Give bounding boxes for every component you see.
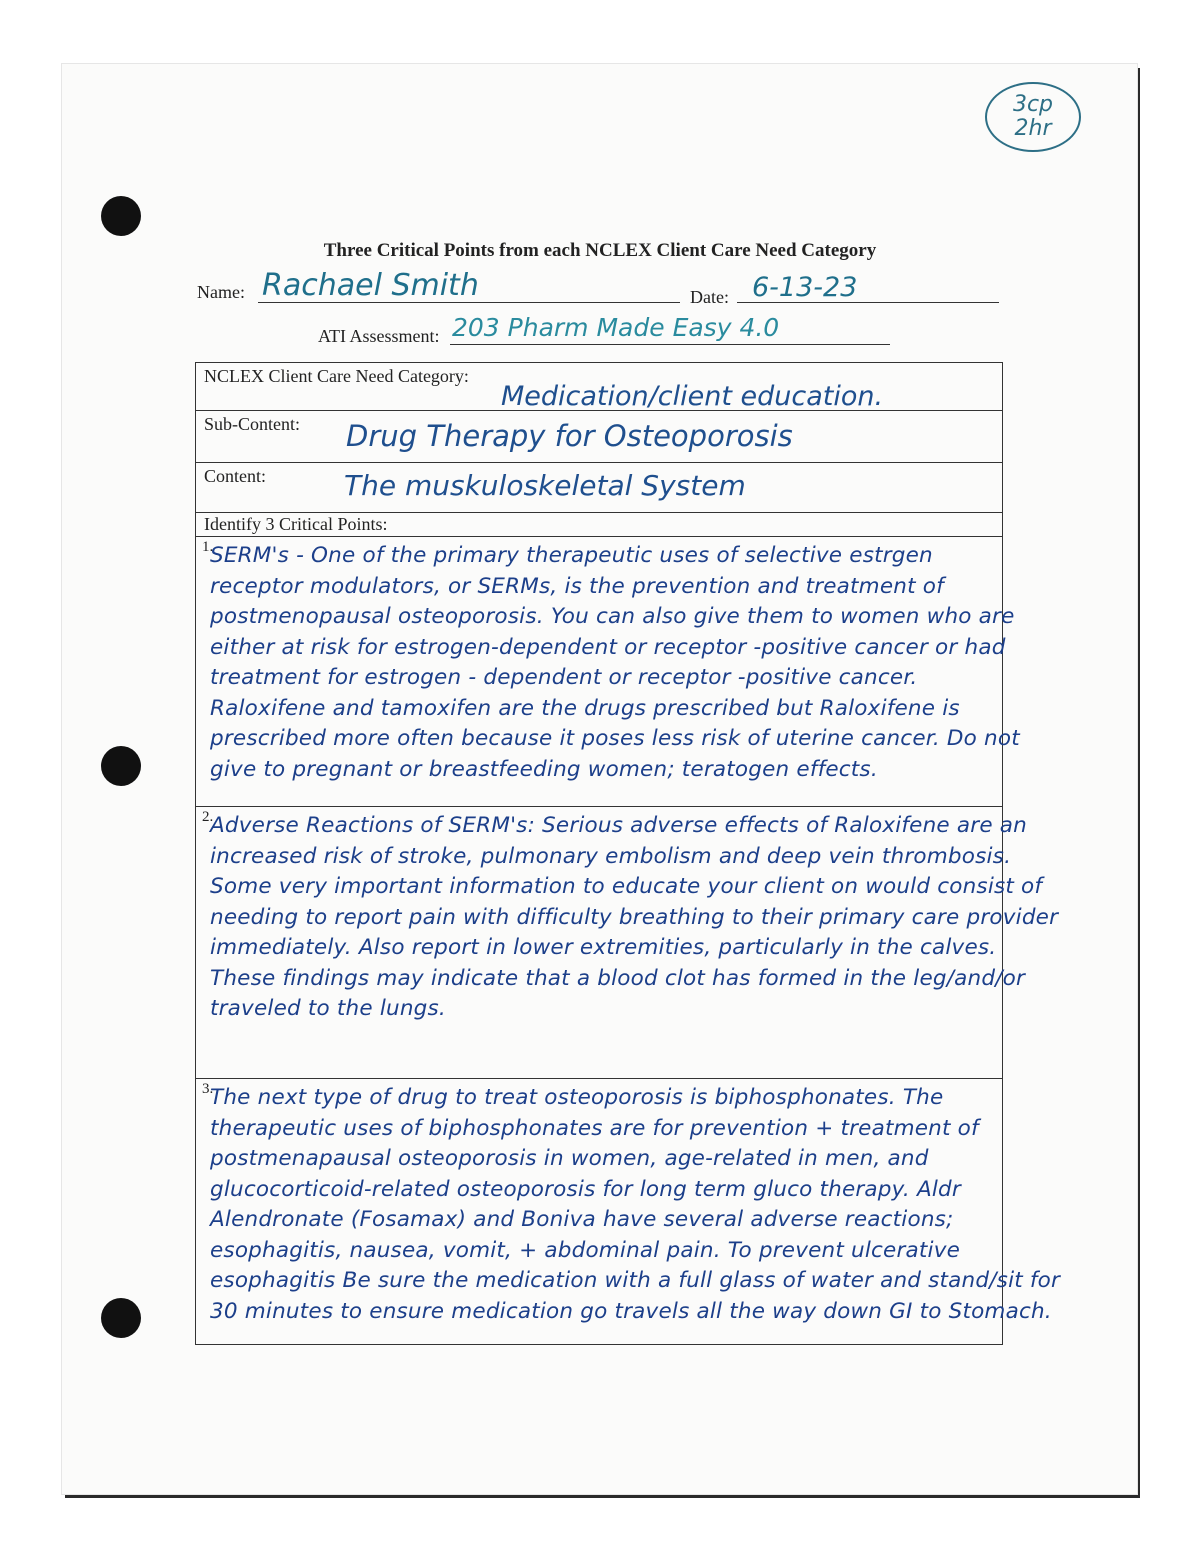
critical-point-1 bbox=[196, 537, 1020, 807]
corner-note bbox=[985, 82, 1081, 152]
content-value: The muskuloskeletal System bbox=[344, 469, 746, 502]
binder-hole-top bbox=[101, 196, 141, 236]
subcontent-row bbox=[196, 411, 1003, 463]
identify-row bbox=[196, 513, 1003, 537]
point-1-text: SERM's - One of the primary therapeutic uses of selective estrgen receptor modulators, or SERMs, is the prevention and treatment of postmenopausal osteoporosis. You can also give them to women who are either at risk for estrogen-dependent or receptor -positive cancer or had treatment for estrogen - dependent or receptor -positive cancer. Raloxifene and tamoxifen are the drugs prescribed but Raloxifene is prescribed more often because it poses less risk of uterine cancer. Do not give to pregnant or breastfeeding women; teratogen effects. bbox=[210, 543, 1020, 782]
point-1-number: 1. bbox=[202, 539, 214, 555]
corner-note-line2: 2hr bbox=[1014, 116, 1052, 141]
subcontent-value: Drug Therapy for Osteoporosis bbox=[346, 419, 793, 453]
assessment-label: ATI Assessment: bbox=[318, 326, 440, 346]
content-label: Content: bbox=[204, 466, 266, 486]
point-2-text: Adverse Reactions of SERM's: Serious adverse effects of Raloxifene are an increased risk of stroke, pulmonary embolism and deep vein thrombosis. Some very important information to educate your client on would consist of needing to report pain with difficulty breathing to their primary care provider immediately. Also report in lower extremities, particularly in the calves. These findings may indicate that a blood clot has formed in the leg/and/or traveled to the lungs. bbox=[210, 813, 1059, 1021]
critical-point-3 bbox=[196, 1079, 1061, 1345]
name-value: Rachael Smith bbox=[262, 268, 479, 303]
category-label: NCLEX Client Care Need Category: bbox=[204, 366, 469, 386]
category-row bbox=[196, 363, 1003, 411]
binder-hole-bottom bbox=[101, 1298, 141, 1338]
date-label: Date: bbox=[690, 287, 729, 307]
page-title: Three Critical Points from each NCLEX Client Care Need Category bbox=[323, 240, 877, 261]
assessment-line bbox=[450, 344, 890, 345]
binder-hole-middle bbox=[101, 746, 141, 786]
name-label: Name: bbox=[197, 282, 245, 302]
date-value: 6-13-23 bbox=[752, 272, 858, 303]
point-3-text: The next type of drug to treat osteoporosis is biphosphonates. The therapeutic uses of biphosphonates are for prevention + treatment of postmenapausal osteoporosis in women, age-related in men, and glucocorticoid-related osteoporosis for long term gluco therapy. Aldr Alendronate (Fosamax) and Boniva have several adverse reactions; esophagitis, nausea, vomit, + abdominal pain. To prevent ulcerative esophagitis Be sure the medication with a full glass of water and stand/sit for 30 minutes to ensure medication go travels all the way down GI to Stomach. bbox=[210, 1085, 1061, 1324]
critical-points-table bbox=[195, 362, 1061, 1345]
point-2-number: 2. bbox=[202, 809, 214, 825]
point-3-number: 3. bbox=[202, 1081, 214, 1097]
assessment-value: 203 Pharm Made Easy 4.0 bbox=[452, 313, 780, 342]
corner-note-line1: 3cp bbox=[1012, 92, 1054, 117]
identify-label: Identify 3 Critical Points: bbox=[204, 514, 388, 534]
category-value: Medication/client education. bbox=[501, 381, 884, 412]
subcontent-label: Sub-Content: bbox=[204, 414, 301, 434]
content-row bbox=[196, 463, 1003, 513]
critical-point-2 bbox=[196, 807, 1059, 1079]
